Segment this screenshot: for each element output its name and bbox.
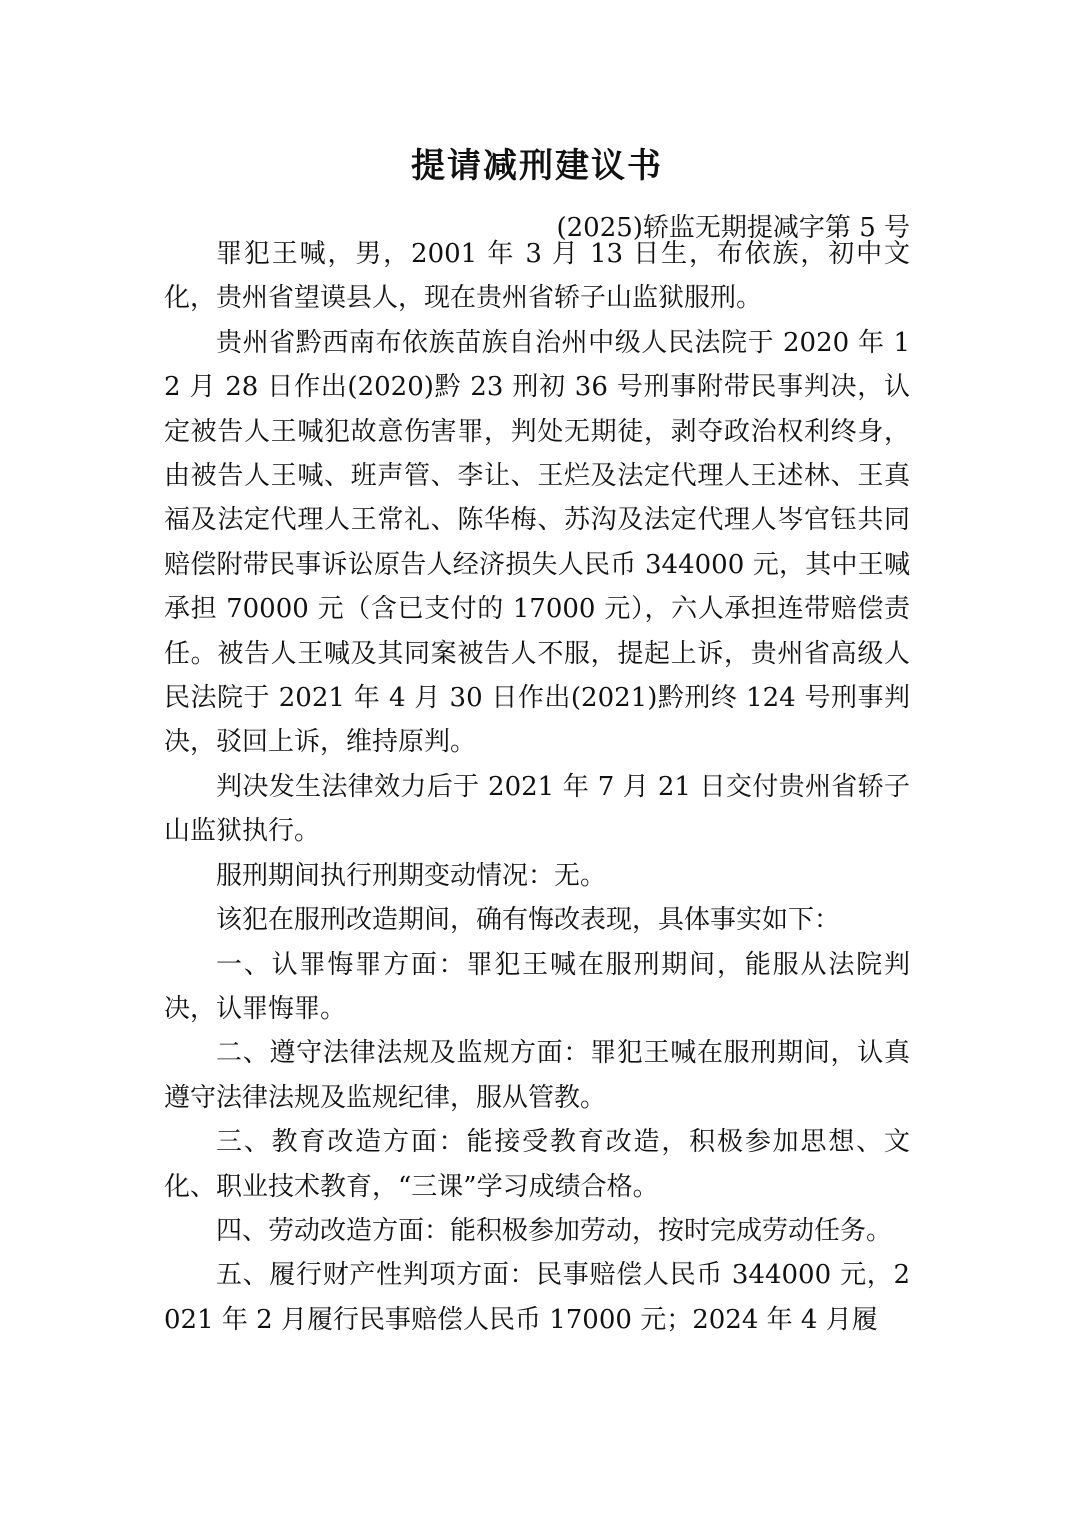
paragraph-property-judgment: 五、履行财产性判项方面：民事赔偿人民币 344000 元，2021 年 2 月履行民事赔偿人民币 17000 元；2024 年 4 月履: [164, 1260, 910, 1335]
document-number: (2025)轿监无期提减字第 5 号: [556, 213, 910, 243]
document-title: 提请减刑建议书: [411, 146, 663, 186]
paragraph-confession: 一、认罪悔罪方面：罪犯王喊在服刑期间，能服从法院判决，认罪悔罪。: [164, 949, 910, 1024]
paragraph-education: 三、教育改造方面：能接受教育改造，积极参加思想、文化、职业技术教育，“三课”学习成绩合格。: [164, 1127, 910, 1202]
document-body: [164, 232, 910, 1342]
paragraph-facts-intro: 该犯在服刑改造期间，确有悔改表现，具体事实如下：: [216, 905, 841, 936]
paragraph-law-compliance: 二、遵守法律法规及监规方面：罪犯王喊在服刑期间，认真遵守法律法规及监规纪律，服从管教。: [164, 1038, 910, 1113]
paragraph-labor: 四、劳动改造方面：能积极参加劳动，按时完成劳动任务。: [216, 1215, 893, 1246]
paragraph-execution: 判决发生法律效力后于 2021 年 7 月 21 日交付贵州省轿子山监狱执行。: [164, 771, 910, 847]
paragraph-sentence-change: 服刑期间执行刑期变动情况：无。: [216, 860, 607, 891]
paragraph-judgment-history: 贵州省黔西南布依族苗族自治州中级人民法院于 2020 年 12 月 28 日作出(2020)黔 23 刑初 36 号刑事附带民事判决，认定被告人王喊犯故意伤害罪，判处无期徒，剥夺政治权利终身，由被告人王喊、班声管、李让、王烂及法定代理人王述林、王真福及法定代理人王常礼、陈华梅、苏沟及法定代理人岑官钰共同赔偿附带民事诉讼原告人经济损失人民币 344000 元，其中王喊承担 70000 元（含已支付的 17000 元），六人承担连带赔偿责任。被告人王喊及其同案被告人不服，提起上诉，贵州省高级人民法院于 2021 年 4 月 30 日作出(2021)黔刑终 124 号刑事判决，驳回上诉，维持原判。: [164, 327, 910, 758]
paragraph-criminal-info: 罪犯王喊，男，2001 年 3 月 13 日生，布依族，初中文化，贵州省望谟县人，现在贵州省轿子山监狱服刑。: [164, 239, 910, 314]
